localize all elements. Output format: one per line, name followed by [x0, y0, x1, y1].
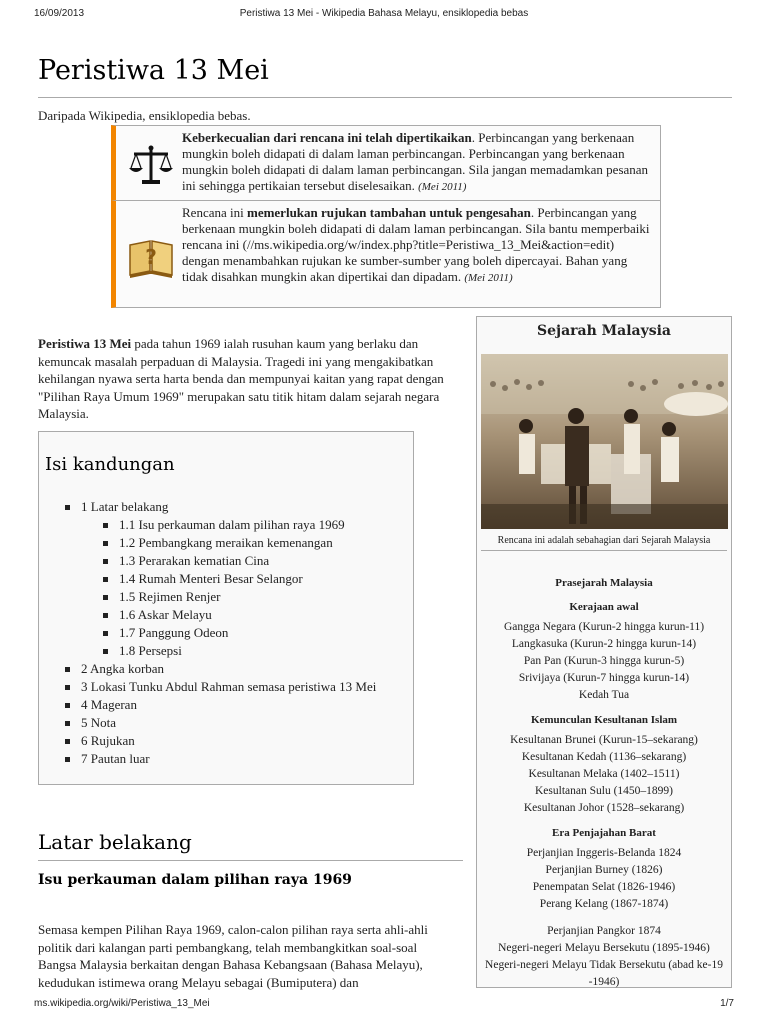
infobox-link[interactable]: Negeri-negeri Melayu Bersekutu (1895-1946): [498, 942, 710, 954]
group-heading[interactable]: Era Penjajahan Barat: [552, 827, 656, 839]
toc-item[interactable]: 5 Nota: [65, 714, 409, 732]
infobox-link[interactable]: Kedah Tua: [578, 689, 630, 701]
toc-subitem[interactable]: 1.4 Rumah Menteri Besar Selangor: [103, 570, 409, 588]
infobox-link[interactable]: Pan Pan (Kurun-3 hingga kurun-5): [523, 655, 685, 667]
notice-text: [182, 130, 652, 195]
caption-divider: [481, 550, 727, 551]
historical-photo[interactable]: [481, 354, 728, 529]
notice-date: (Mei 2011): [464, 272, 513, 284]
group-heading[interactable]: Kemunculan Kesultanan Islam: [530, 714, 678, 726]
infobox-link[interactable]: Kesultanan Kedah (1136–sekarang): [521, 751, 687, 763]
toc-item[interactable]: 7 Pautan luar: [65, 750, 409, 768]
toc-subitem[interactable]: 1.8 Persepsi: [103, 642, 409, 660]
infobox-link[interactable]: Perang Kelang (1867-1874): [539, 898, 669, 910]
toc-subitem[interactable]: 1.7 Panggung Odeon: [103, 624, 409, 642]
notice-text: [182, 205, 652, 286]
toc-subitem[interactable]: 1.2 Pembangkang meraikan kemenangan: [103, 534, 409, 552]
spacer: [479, 913, 729, 923]
toc-item[interactable]: 4 Mageran: [65, 696, 409, 714]
print-header: [34, 8, 734, 24]
infobox-link[interactable]: Kesultanan Johor (1528–sekarang): [523, 802, 685, 814]
subsection-heading: Isu perkauman dalam pilihan raya 1969: [38, 872, 352, 888]
toc-sublist: [103, 516, 409, 660]
infobox-link[interactable]: Perjanjian Inggeris-Belanda 1824: [526, 847, 682, 859]
print-page-title: Peristiwa 13 Mei - Wikipedia Bahasa Melayu, ensiklopedia bebas: [239, 8, 529, 19]
lead-bold: Peristiwa 13 Mei: [38, 336, 132, 351]
svg-text:?: ?: [145, 245, 157, 269]
infobox-link[interactable]: Perjanjian Burney (1826): [545, 864, 663, 876]
title-divider: [38, 97, 732, 98]
notice-prefix: Rencana ini: [182, 205, 247, 220]
toc-subitem[interactable]: 1.5 Rejimen Renjer: [103, 588, 409, 606]
infobox-title[interactable]: Sejarah Malaysia: [536, 323, 672, 339]
toc-subitem[interactable]: 1.6 Askar Melayu: [103, 606, 409, 624]
page-title: Peristiwa 13 Mei: [38, 55, 269, 86]
infobox-link[interactable]: Penempatan Selat (1826-1946): [532, 881, 676, 893]
infobox-link[interactable]: Kesultanan Brunei (Kurun-15–sekarang): [510, 734, 698, 746]
notice-date: (Mei 2011): [418, 181, 467, 193]
body-paragraph: Semasa kempen Pilihan Raya 1969, calon-calon pilihan raya serta ahli-ahli politik dari kalangan parti pembangkang, telah membangkitkan soal-soal Bangsa Malaysia berkaitan dengan Bahasa Kebangsaan (Bahasa Melayu), kedudukan istimewa orang Melayu sebagai (Bumiputera) dan: [38, 922, 428, 990]
section-divider: [38, 860, 463, 861]
notice-body: . Perbincangan yang berkenaan mungkin boleh didapati di dalam laman perbincangan. Sila bantu memperbaiki rencana ini (//ms.wikipedia.org/w/index.php?title=Peristiwa_13_Mei&action=edit) dengan menambahkan rujukan ke sumber-sumber yang boleh dipercayai. Bahan yang tidak disahkan mungkin akan dipertikai dan dipadam.: [182, 205, 650, 284]
toc-subitem[interactable]: 1.3 Perarakan kematian Cina: [103, 552, 409, 570]
notice-body: . Perbincangan yang berkenaan mungkin boleh didapati di dalam laman perbincangan. Perbincangan yang berkenaan mungkin boleh didapati di dalam laman perbincangan. Sila jangan memadamkan pesanan ini sehingga pertikaian tersebut diselesaikan.: [182, 130, 649, 193]
tagline: Daripada Wikipedia, ensiklopedia bebas.: [38, 108, 251, 123]
infobox-sejarah: [476, 316, 732, 988]
infobox-link[interactable]: Perjanjian Pangkor 1874: [547, 925, 661, 937]
notice-bold[interactable]: Keberkecualian dari rencana ini telah dipertikaikan: [182, 130, 472, 145]
toc-item[interactable]: 1 Latar belakang 1.1 Isu perkauman dalam pilihan raya 1969 1.2 Pembangkang meraikan kemenangan 1.3 Perarakan kematian Cina 1.4 Rumah Menteri Besar Selangor 1.5 Rejimen Renjer 1.6 Askar Melayu 1.7 Panggung Odeon 1.8 Persepsi: [65, 498, 409, 660]
lead-paragraph: [38, 335, 463, 423]
print-date: 16/09/2013: [34, 8, 85, 19]
toc-item[interactable]: 6 Rujukan: [65, 732, 409, 750]
infobox-link[interactable]: Gangga Negara (Kurun-2 hingga kurun-11): [503, 621, 705, 633]
group-heading[interactable]: Kerajaan awal: [569, 601, 639, 613]
infobox-body: [479, 575, 729, 991]
infobox-link[interactable]: Kesultanan Sulu (1450–1899): [535, 785, 673, 797]
notice-bold[interactable]: memerlukan rujukan tambahan untuk pengesahan: [246, 205, 531, 220]
page-number: 1/7: [720, 998, 734, 1009]
table-of-contents: [38, 431, 414, 785]
print-footer: [34, 998, 734, 1012]
notice-neutrality: [111, 125, 661, 200]
infobox-link[interactable]: Srivijaya (Kurun-7 hingga kurun-14): [518, 672, 690, 684]
infobox-link[interactable]: Kesultanan Melaka (1402–1511): [528, 768, 680, 780]
notice-references: [111, 200, 661, 308]
infobox-link[interactable]: Negeri-negeri Melayu Tidak Bersekutu (abad ke-19 -1946): [485, 959, 723, 988]
lead-text: pada tahun 1969 ialah rusuhan kaum yang berlaku dan kemuncak masalah perpaduan di Malaysia. Tragedi ini yang mengakibatkan kehilangan nyawa serta harta benda dan mempunyai kaitan yang rapat dengan "Pilihan Raya Umum 1969" merupakan satu titik hitam dalam sejarah negara Malaysia.: [38, 336, 444, 421]
infobox-link[interactable]: Langkasuka (Kurun-2 hingga kurun-14): [511, 638, 697, 650]
toc-item[interactable]: 2 Angka korban: [65, 660, 409, 678]
scales-icon: [126, 140, 176, 190]
section-heading: Latar belakang: [38, 830, 192, 854]
print-url: ms.wikipedia.org/wiki/Peristiwa_13_Mei: [34, 998, 210, 1009]
group-heading[interactable]: Prasejarah Malaysia: [555, 577, 653, 589]
book-question-icon: [126, 231, 176, 281]
toc-list: [65, 498, 409, 768]
toc-title: Isi kandungan: [45, 454, 175, 475]
photo-caption: Rencana ini adalah sebahagian dari Sejarah Malaysia: [497, 535, 711, 546]
toc-subitem[interactable]: 1.1 Isu perkauman dalam pilihan raya 1969: [103, 516, 409, 534]
toc-item[interactable]: 3 Lokasi Tunku Abdul Rahman semasa peristiwa 13 Mei: [65, 678, 409, 696]
